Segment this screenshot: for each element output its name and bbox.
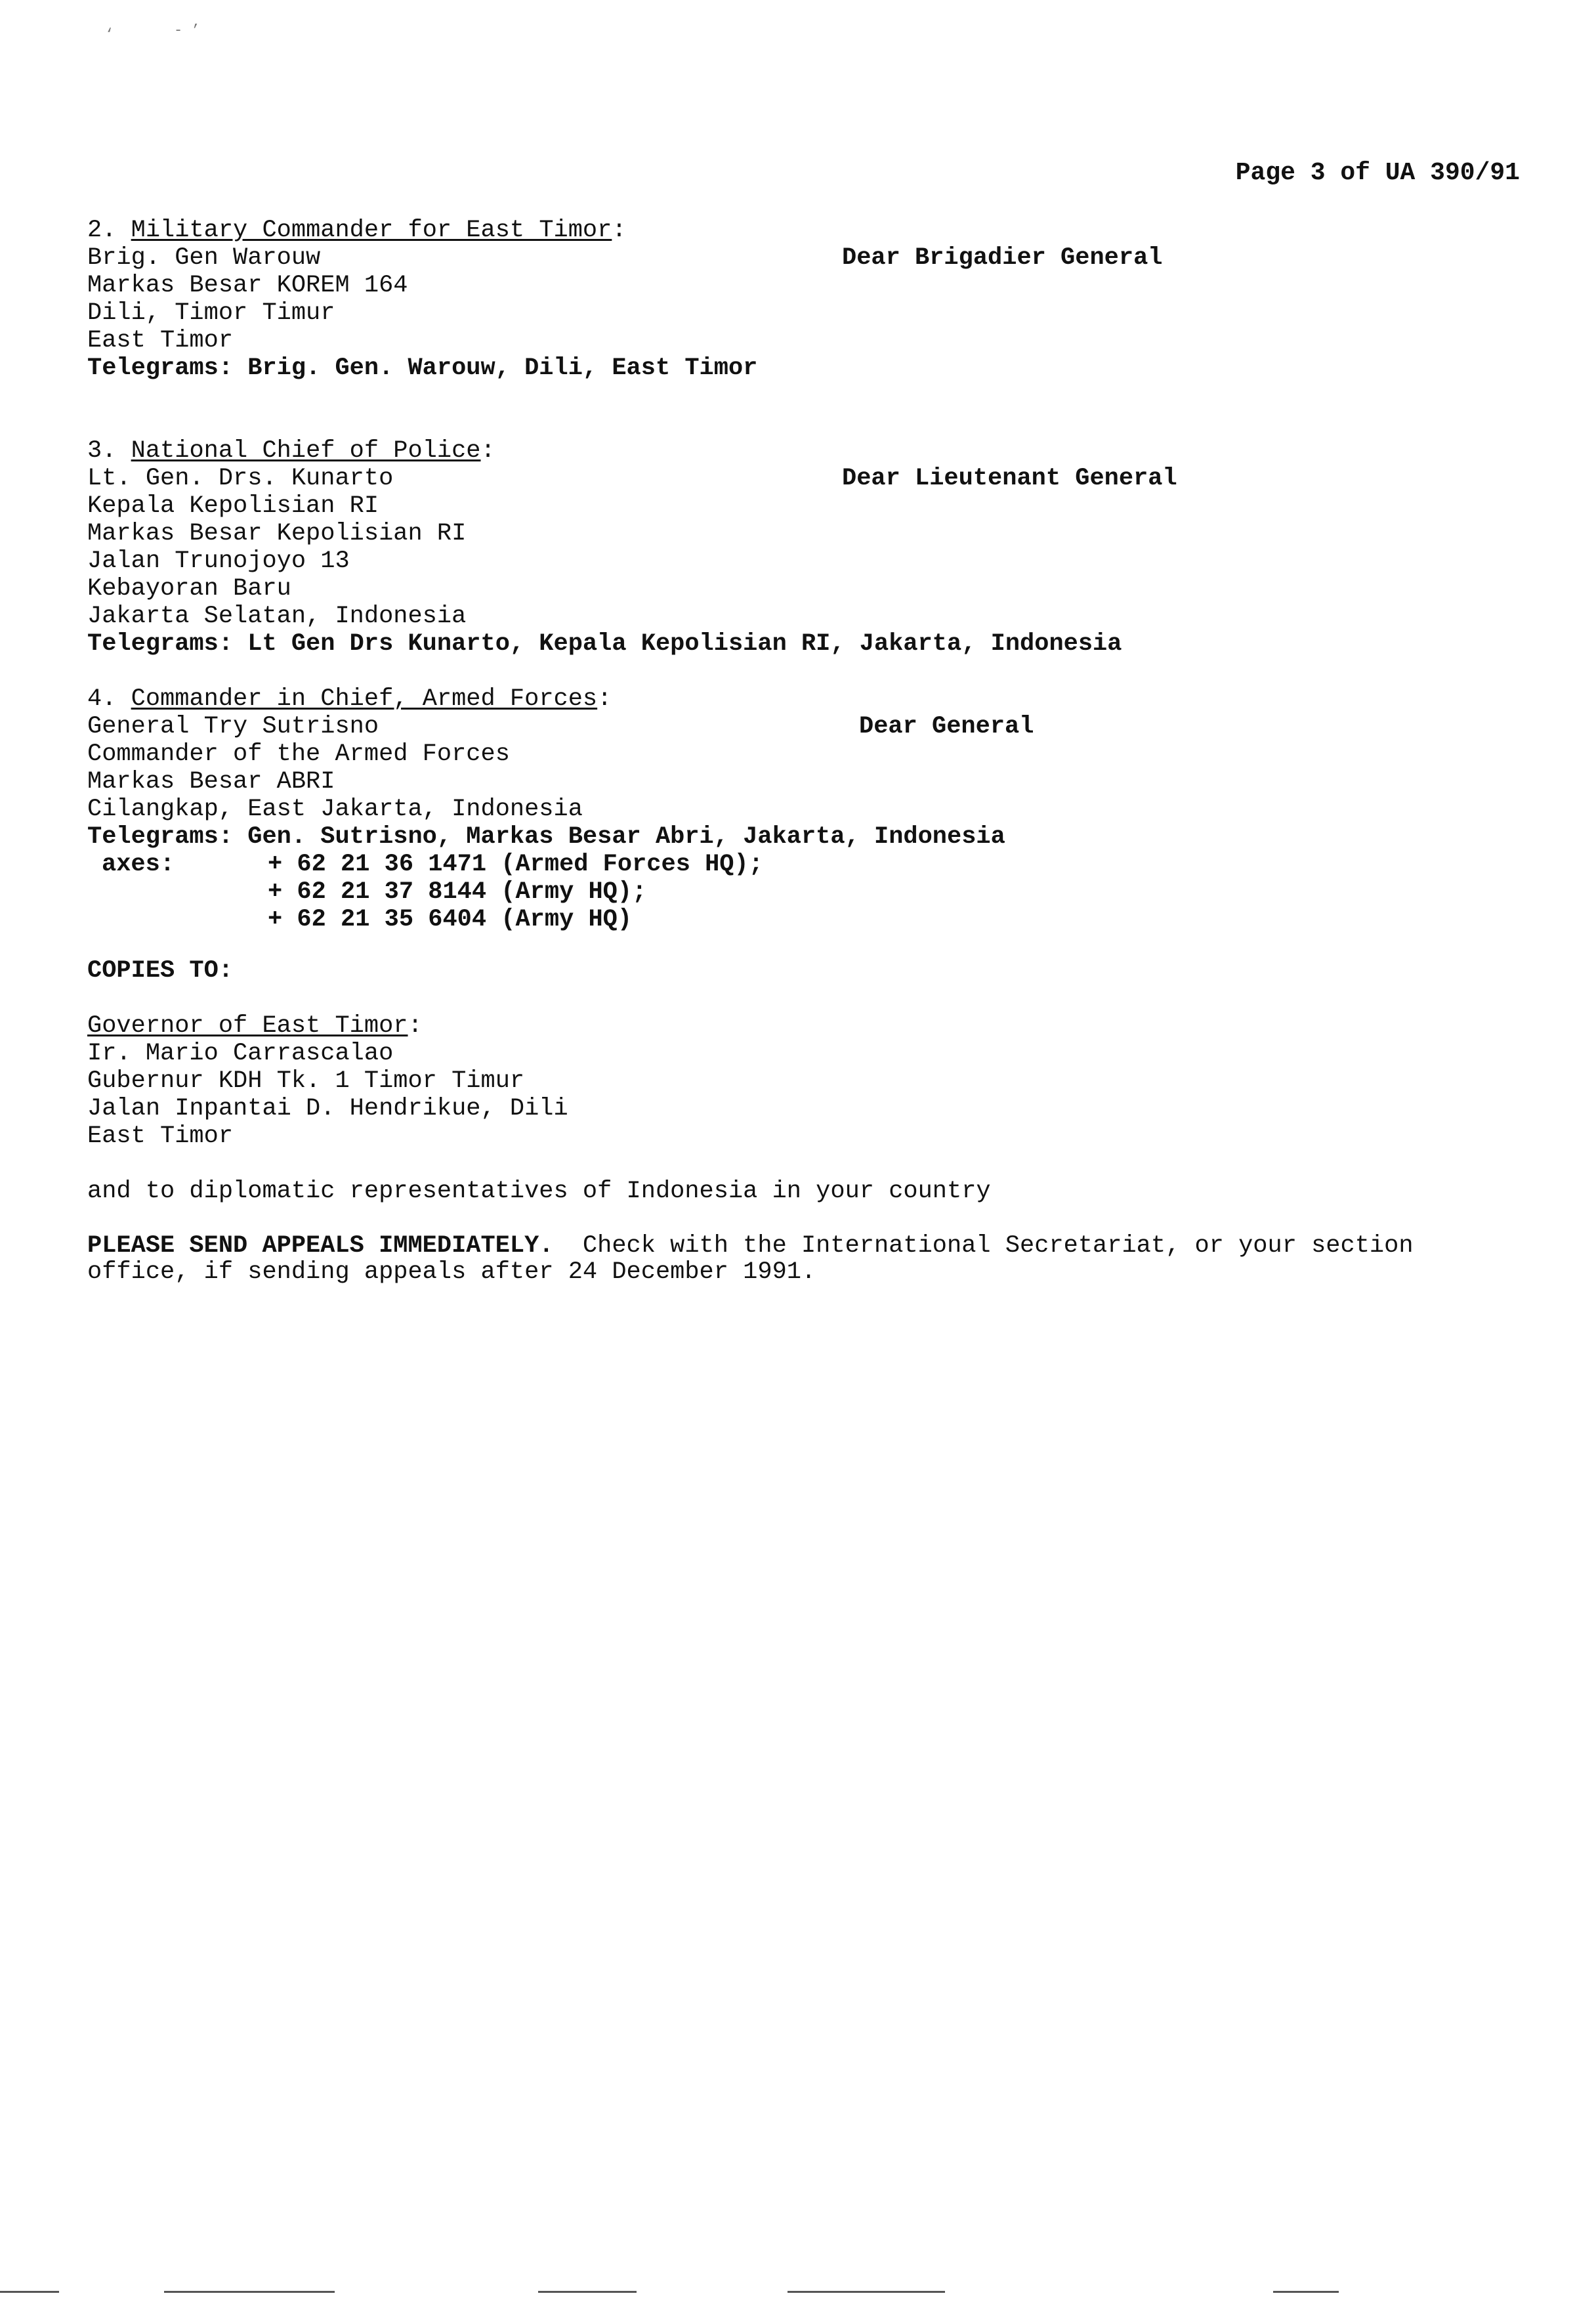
spacer xyxy=(87,1150,1518,1178)
footer-rule xyxy=(538,2291,637,2293)
fax-row-2 xyxy=(87,878,1518,906)
police-telegrams: Telegrams: Lt Gen Drs Kunarto, Kepala Kepolisian RI, Jakarta, Indonesia xyxy=(87,630,1122,658)
copies-colon: : xyxy=(408,1012,423,1040)
fax-row-1 xyxy=(87,851,1518,878)
police-salutation: Dear Lieutenant General xyxy=(842,465,1177,492)
military-line-3: Dili, Timor Timur xyxy=(87,299,335,327)
police-line-2: Kepala Kepolisian RI xyxy=(87,492,379,520)
copies-title: Governor of East Timor xyxy=(87,1012,408,1040)
armed-forces-name: General Try Sutrisno xyxy=(87,713,379,740)
fax-label: axes: xyxy=(102,851,175,878)
police-line-6: Jakarta Selatan, Indonesia xyxy=(87,603,467,630)
police-colon: : xyxy=(480,437,495,465)
military-line-2: Markas Besar KOREM 164 xyxy=(87,272,408,299)
fax-number-1: + 62 21 36 1471 (Armed Forces HQ); xyxy=(268,851,763,878)
fax-row-3 xyxy=(87,906,1518,933)
fax-number-2: + 62 21 37 8144 (Army HQ); xyxy=(268,878,647,906)
police-heading xyxy=(87,437,1518,465)
footer-rule xyxy=(788,2291,945,2293)
copies-title-row xyxy=(87,1012,1518,1040)
armed-forces-line-1 xyxy=(87,713,1518,740)
armed-forces-heading xyxy=(87,685,1518,713)
military-salutation: Dear Brigadier General xyxy=(842,244,1163,272)
police-name: Lt. Gen. Drs. Kunarto xyxy=(87,465,394,492)
military-heading xyxy=(87,217,1518,244)
copies-line-2: Gubernur KDH Tk. 1 Timor Timur xyxy=(87,1067,525,1095)
closing-instructions: Check with the International Secretariat, or your section office, if sending appeals after 24 December 1991. xyxy=(87,1232,1428,1286)
military-colon: : xyxy=(612,217,627,244)
spacer xyxy=(87,1205,1518,1233)
closing-urgent: PLEASE SEND APPEALS IMMEDIATELY. xyxy=(87,1232,554,1260)
military-number: 2. xyxy=(87,217,131,244)
spacer xyxy=(87,382,1518,437)
closing-paragraph xyxy=(87,1233,1518,1285)
armed-forces-title: Commander in Chief, Armed Forces xyxy=(131,685,598,713)
military-name: Brig. Gen Warouw xyxy=(87,244,321,272)
document-body xyxy=(87,217,1518,1285)
armed-forces-line-4: Cilangkap, East Jakarta, Indonesia xyxy=(87,796,583,823)
police-line-3: Markas Besar Kepolisian RI xyxy=(87,520,467,547)
copies-line-4: East Timor xyxy=(87,1122,234,1150)
copies-line-3: Jalan Inpantai D. Hendrikue, Dili xyxy=(87,1095,568,1122)
spacer xyxy=(87,985,1518,1012)
armed-forces-telegrams: Telegrams: Gen. Sutrisno, Markas Besar Abri, Jakarta, Indonesia xyxy=(87,823,1005,851)
police-line-4: Jalan Trunojoyo 13 xyxy=(87,547,350,575)
page-reference: Page 3 of UA 390/91 xyxy=(1235,159,1520,187)
armed-forces-line-3: Markas Besar ABRI xyxy=(87,768,335,796)
spacer xyxy=(87,933,1518,957)
police-number: 3. xyxy=(87,437,131,465)
footer-rule xyxy=(1273,2291,1339,2293)
military-telegrams: Telegrams: Brig. Gen. Warouw, Dili, East Timor xyxy=(87,354,758,382)
fax-number-3: + 62 21 35 6404 (Army HQ) xyxy=(268,906,633,933)
copies-line-1: Ir. Mario Carrascalao xyxy=(87,1040,394,1067)
scan-mark: ‘ xyxy=(105,26,114,43)
armed-forces-colon: : xyxy=(597,685,612,713)
scan-mark: - ’ xyxy=(174,22,200,39)
military-title: Military Commander for East Timor xyxy=(131,217,612,244)
armed-forces-number: 4. xyxy=(87,685,131,713)
footer-rule xyxy=(164,2291,335,2293)
military-line-1 xyxy=(87,244,1518,272)
armed-forces-line-2: Commander of the Armed Forces xyxy=(87,740,510,768)
diplomatic-note: and to diplomatic representatives of Indonesia in your country xyxy=(87,1178,991,1205)
copies-heading: COPIES TO: xyxy=(87,957,234,985)
police-line-5: Kebayoran Baru xyxy=(87,575,291,603)
armed-forces-salutation: Dear General xyxy=(859,713,1034,740)
police-title: National Chief of Police xyxy=(131,437,481,465)
footer-rule xyxy=(0,2291,59,2293)
spacer xyxy=(87,658,1518,685)
police-line-1 xyxy=(87,465,1518,492)
military-line-4: East Timor xyxy=(87,327,234,354)
